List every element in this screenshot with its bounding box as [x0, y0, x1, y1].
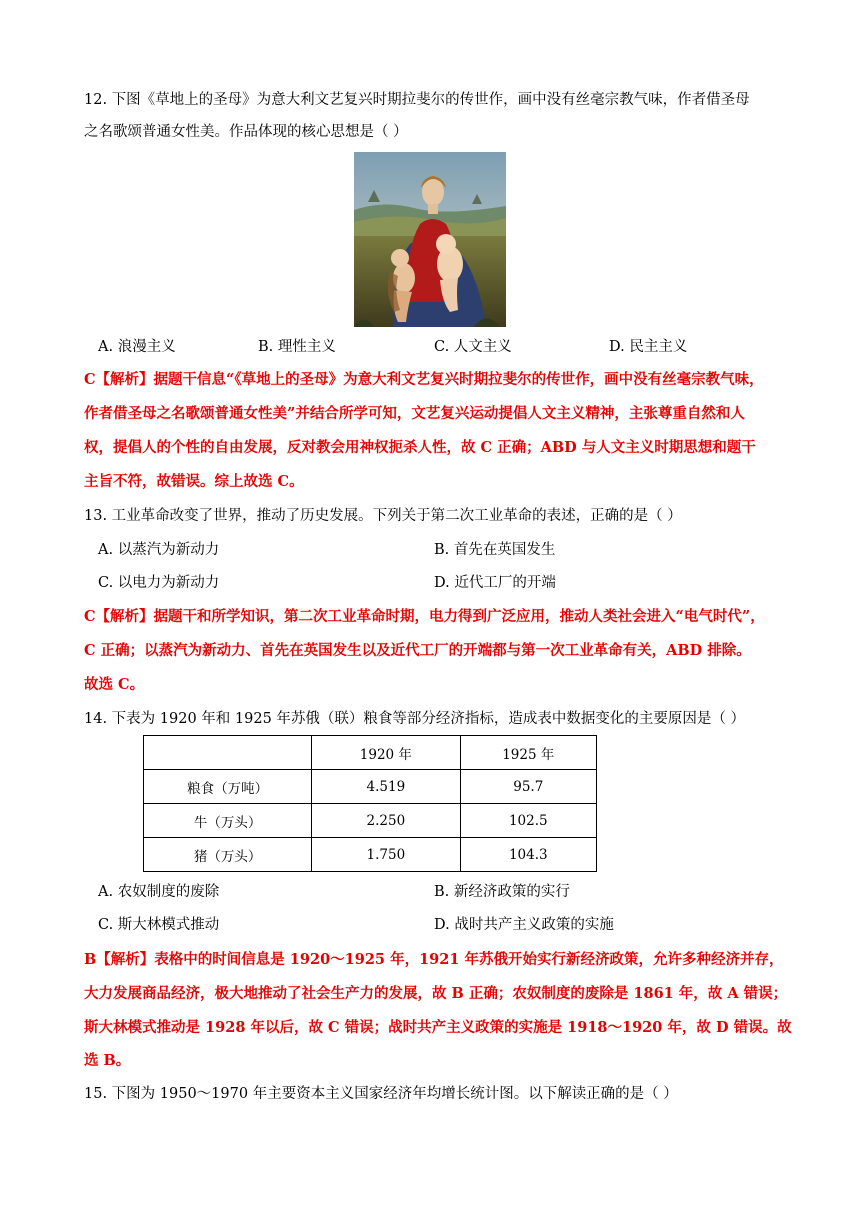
q13-analysis-line3: 故选 C。	[84, 676, 145, 693]
q12-analysis-line3: 权，提倡人的个性的自由发展，反对教会用神权扼杀人性，故 C 正确；ABD 与人文主义时期思想和题干	[84, 439, 756, 456]
table-cell: 1.750	[312, 838, 460, 872]
q12-stem-line1: 12. 下图《草地上的圣母》为意大利文艺复兴时期拉斐尔的传世作，画中没有丝毫宗教气味，作者借圣母	[84, 92, 750, 108]
q14-stem: 14. 下表为 1920 年和 1925 年苏俄（联）粮食等部分经济指标，造成表中数据变化的主要原因是（ ）	[84, 711, 746, 727]
q14-data-table	[143, 735, 597, 872]
q12-option-d: D. 民主主义	[609, 339, 688, 355]
table-header-row	[144, 736, 597, 770]
table-header-cell	[144, 736, 312, 770]
table-cell: 粮食（万吨）	[144, 770, 312, 804]
table-cell: 102.5	[460, 804, 596, 838]
table-cell: 95.7	[460, 770, 596, 804]
q14-option-a: A. 农奴制度的废除	[98, 884, 220, 900]
q12-analysis-line2: 作者借圣母之名歌颂普通女性美”并结合所学可知，文艺复兴运动提倡人文主义精神，主张尊重自然和人	[84, 405, 745, 422]
q13-option-a: A. 以蒸汽为新动力	[98, 542, 220, 558]
table-row	[144, 838, 597, 872]
q12-option-b: B. 理性主义	[258, 339, 336, 355]
q15-stem: 15. 下图为 1950～1970 年主要资本主义国家经济年均增长统计图。以下解读正确的是（ ）	[84, 1086, 678, 1102]
q14-analysis-line2: 大力发展商品经济，极大地推动了社会生产力的发展，故 B 正确；农奴制度的废除是 1861 年，故 A 错误；	[84, 985, 788, 1002]
q12-option-a: A. 浪漫主义	[98, 339, 176, 355]
table-header-cell: 1920 年	[312, 736, 460, 770]
q14-option-d: D. 战时共产主义政策的实施	[434, 917, 614, 933]
q12-stem-line2: 之名歌颂普通女性美。作品体现的核心思想是（ ）	[84, 124, 408, 140]
table-cell: 104.3	[460, 838, 596, 872]
q13-option-c: C. 以电力为新动力	[98, 575, 220, 591]
q14-option-c: C. 斯大林模式推动	[98, 917, 220, 933]
madonna-painting-image	[354, 152, 506, 327]
table-row	[144, 770, 597, 804]
q14-analysis-line3: 斯大林模式推动是 1928 年以后，故 C 错误；战时共产主义政策的实施是 1918～1920 年，故 D 错误。故	[84, 1019, 792, 1036]
q12-analysis-line1: C【解析】据题干信息“《草地上的圣母》为意大利文艺复兴时期拉斐尔的传世作，画中没有丝毫宗教气味，	[84, 371, 764, 388]
table-header-cell: 1925 年	[460, 736, 596, 770]
q14-analysis-line1: B【解析】表格中的时间信息是 1920～1925 年，1921 年苏俄开始实行新经济政策，允许多种经济并存，	[84, 951, 784, 968]
table-cell: 牛（万头）	[144, 804, 312, 838]
table-cell: 4.519	[312, 770, 460, 804]
q13-option-b: B. 首先在英国发生	[434, 542, 556, 558]
table-cell: 2.250	[312, 804, 460, 838]
q14-analysis-line4: 选 B。	[84, 1052, 131, 1069]
q13-stem: 13. 工业革命改变了世界，推动了历史发展。下列关于第二次工业革命的表述，正确的是（ ）	[84, 508, 682, 524]
q13-analysis-line1: C【解析】据题干和所学知识，第二次工业革命时期，电力得到广泛应用，推动人类社会进入“电气时代”，	[84, 608, 765, 625]
q13-analysis-line2: C 正确；以蒸汽为新动力、首先在英国发生以及近代工厂的开端都与第一次工业革命有关，ABD 排除。	[84, 642, 751, 659]
q12-option-c: C. 人文主义	[434, 339, 512, 355]
q13-option-d: D. 近代工厂的开端	[434, 575, 556, 591]
q14-option-b: B. 新经济政策的实行	[434, 884, 570, 900]
q12-analysis-line4: 主旨不符，故错误。综上故选 C。	[84, 473, 304, 490]
table-row	[144, 804, 597, 838]
table-cell: 猪（万头）	[144, 838, 312, 872]
